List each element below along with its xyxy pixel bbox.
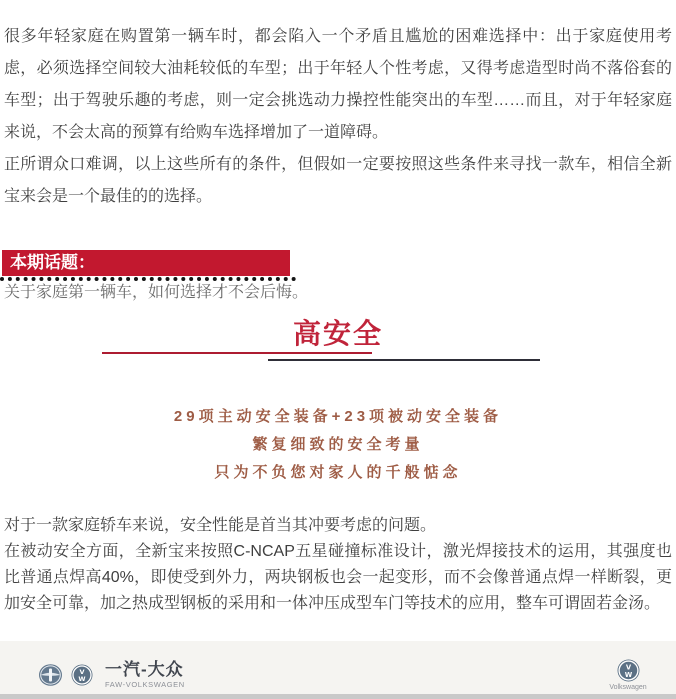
footer-brand-text — [105, 661, 185, 689]
safety-intro-paragraph: 对于一款家庭轿车来说，安全性能是首当其冲要考虑的问题。 — [4, 517, 437, 534]
vw-logo-icon — [71, 664, 93, 686]
topic-banner — [2, 250, 290, 276]
topic-description: 关于家庭第一辆车，如何选择才不会后悔。 — [4, 284, 309, 301]
svg-text:W: W — [624, 670, 632, 679]
brand-footer — [0, 641, 676, 699]
brand-name-en: FAW-VOLKSWAGEN — [105, 680, 185, 689]
brand-name-cn: 一汽-大众 — [105, 660, 184, 679]
vw-caption: Volkswagen — [609, 684, 647, 691]
faw-logo-icon — [38, 663, 63, 687]
topic-banner-label: 本期话题： — [10, 253, 95, 272]
passive-safety-paragraph: 在被动安全方面，全新宝来按照C-NCAP五星碰撞标准设计，激光焊接技术的运用，其强度也比普通点焊高40%，即使受到外力，两块钢板也会一起变形，而不会像普通点焊一样断裂，更加安全可靠，加之热成型钢板的采用和一体冲压成型车门等技术的应用，整车可谓固若金汤。 — [4, 543, 672, 612]
dark-underline — [268, 359, 540, 361]
highlight-line-2: 繁复细致的安全考量 — [252, 436, 424, 453]
conclusion-paragraph: 正所谓众口难调，以上这些所有的条件，但假如一定要按照这些条件来寻找一款车，相信全新宝来会是一个最佳的的选择。 — [4, 156, 672, 205]
footer-brand-group — [38, 661, 185, 689]
highlight-line-1: 29项主动安全装备+23项被动安全装备 — [173, 408, 503, 425]
vw-logo-icon — [617, 659, 640, 682]
red-underline — [102, 352, 372, 354]
svg-text:V: V — [625, 663, 631, 672]
footer-vw-group — [606, 659, 650, 691]
svg-text:V: V — [79, 668, 85, 677]
intro-paragraph: 很多年轻家庭在购置第一辆车时，都会陷入一个矛盾且尴尬的困难选择中：出于家庭使用考虑，必须选择空间较大油耗较低的车型；出于年轻人个性考虑，又得考虑造型时尚不落俗套的车型；出于驾驶乐趣的考虑，则一定会挑选动力操控性能突出的车型……而且，对于年轻家庭来说，不会太高的预算有给购车选择增加了一道障碍。 — [4, 28, 672, 141]
section-title-safety: 高安全 — [292, 318, 383, 349]
svg-text:W: W — [78, 675, 86, 683]
dotted-divider — [0, 277, 296, 281]
safety-highlight-block — [0, 403, 676, 487]
highlight-line-3: 只为不负您对家人的千般惦念 — [214, 464, 462, 481]
safety-paragraph-block — [4, 513, 672, 617]
